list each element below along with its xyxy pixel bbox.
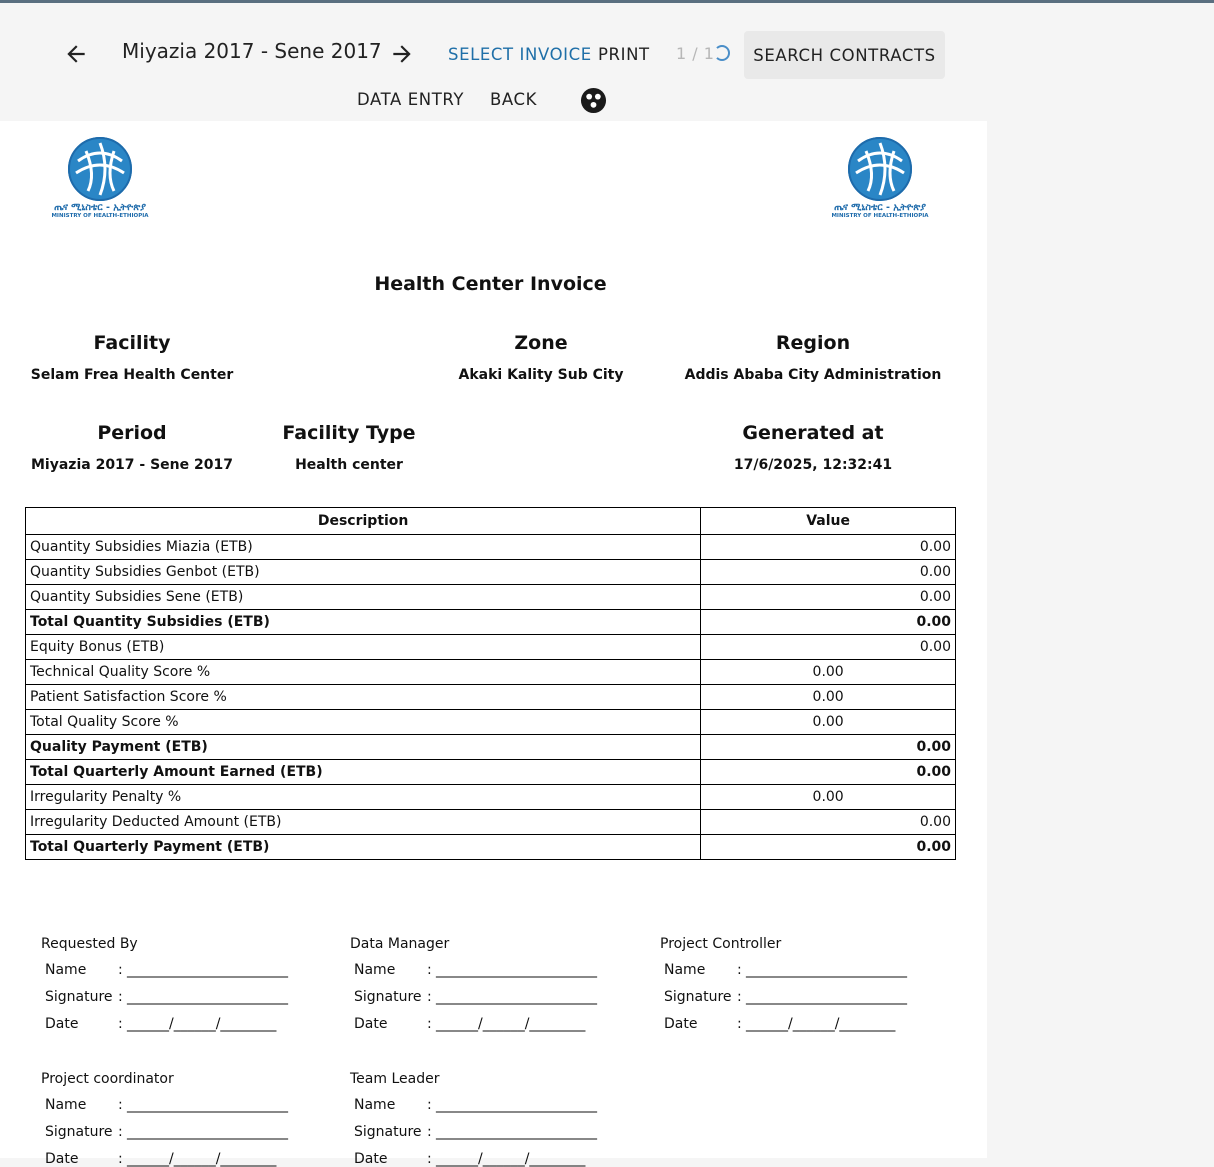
loading-spinner-icon	[714, 45, 730, 61]
row-value: 0.00	[701, 760, 956, 785]
signature-line	[45, 989, 288, 1005]
print-button[interactable]: PRINT	[598, 45, 650, 64]
arrow-left-icon	[63, 41, 89, 67]
table-row	[26, 710, 956, 735]
row-value: 0.00	[701, 685, 956, 710]
name-label: Name	[664, 962, 706, 978]
date-label: Date	[45, 1016, 79, 1032]
date-label: Date	[354, 1151, 388, 1167]
colon: :	[737, 989, 742, 1005]
logo-amharic-text: ጤና ሚኒስቴር - ኢትዮጵያ	[54, 202, 146, 213]
name-line	[664, 962, 907, 978]
signature-block-title: Requested By	[41, 936, 138, 952]
colon: :	[118, 1016, 123, 1032]
colon: :	[427, 1124, 432, 1140]
row-description: Total Quarterly Payment (ETB)	[26, 835, 701, 860]
logo-amharic-text: ጤና ሚኒስቴር - ኢትዮጵያ	[834, 202, 926, 213]
colon: :	[427, 1151, 432, 1167]
name-label: Name	[45, 962, 87, 978]
signature-block-title: Team Leader	[350, 1071, 440, 1087]
ministry-logo-right	[825, 135, 935, 220]
name-line	[45, 1097, 288, 1113]
zone-heading: Zone	[514, 332, 568, 354]
back-button[interactable]: BACK	[490, 90, 538, 109]
facility-type-value: Health center	[295, 457, 403, 473]
table-row	[26, 760, 956, 785]
date-blank: ______/______/________	[127, 1151, 277, 1167]
name-label: Name	[354, 962, 396, 978]
row-value: 0.00	[701, 635, 956, 660]
row-value: 0.00	[701, 785, 956, 810]
signature-label: Signature	[45, 1124, 113, 1140]
date-label: Date	[45, 1151, 79, 1167]
signature-line	[354, 989, 597, 1005]
colon: :	[427, 1097, 432, 1113]
signature-label: Signature	[354, 989, 422, 1005]
previous-period-button[interactable]	[56, 34, 96, 74]
colon: :	[427, 962, 432, 978]
table-row	[26, 660, 956, 685]
blank-line: _______________________	[436, 989, 597, 1005]
colon: :	[427, 989, 432, 1005]
row-description: Total Quantity Subsidies (ETB)	[26, 610, 701, 635]
region-value: Addis Ababa City Administration	[684, 367, 942, 383]
date-label: Date	[354, 1016, 388, 1032]
name-label: Name	[354, 1097, 396, 1113]
row-value: 0.00	[701, 660, 956, 685]
row-value: 0.00	[701, 585, 956, 610]
next-period-button[interactable]	[382, 34, 422, 74]
table-row	[26, 560, 956, 585]
generated-at-heading: Generated at	[742, 422, 884, 444]
value-column-header: Value	[701, 508, 956, 535]
colon: :	[118, 989, 123, 1005]
row-value: 0.00	[701, 560, 956, 585]
invoice-table	[25, 507, 956, 860]
colon: :	[427, 1016, 432, 1032]
blank-line: _______________________	[436, 962, 597, 978]
period-label: Miyazia 2017 - Sene 2017	[122, 39, 382, 63]
table-header-row	[26, 508, 956, 535]
colon: :	[737, 962, 742, 978]
description-column-header: Description	[26, 508, 701, 535]
name-line	[354, 962, 597, 978]
ministry-emblem-icon	[66, 135, 134, 203]
logo-english-text: MINISTRY OF HEALTH-ETHIOPIA	[51, 213, 149, 219]
region-heading: Region	[775, 332, 851, 354]
signature-block-title: Data Manager	[350, 936, 450, 952]
row-description: Patient Satisfaction Score %	[26, 685, 701, 710]
search-contracts-button[interactable]: SEARCH CONTRACTS	[744, 31, 945, 79]
table-row	[26, 835, 956, 860]
colon: :	[118, 962, 123, 978]
signature-line	[354, 1124, 597, 1140]
blank-line: _______________________	[746, 989, 907, 1005]
name-label: Name	[45, 1097, 87, 1113]
row-description: Quantity Subsidies Genbot (ETB)	[26, 560, 701, 585]
date-line	[45, 1151, 276, 1167]
data-entry-button[interactable]: DATA ENTRY	[357, 90, 465, 109]
row-description: Quality Payment (ETB)	[26, 735, 701, 760]
invoice-document	[0, 121, 987, 1167]
blank-line: _______________________	[127, 989, 288, 1005]
report-toolbar	[0, 3, 1214, 121]
facility-type-heading: Facility Type	[282, 422, 416, 444]
signature-block-title: Project coordinator	[41, 1071, 174, 1087]
table-row	[26, 535, 956, 560]
select-invoice-button[interactable]: SELECT INVOICE	[448, 45, 592, 64]
row-description: Quantity Subsidies Miazia (ETB)	[26, 535, 701, 560]
date-label: Date	[664, 1016, 698, 1032]
period-value: Miyazia 2017 - Sene 2017	[31, 457, 233, 473]
colon: :	[118, 1151, 123, 1167]
invoice-title: Health Center Invoice	[374, 273, 607, 295]
blank-line: _______________________	[436, 1124, 597, 1140]
facility-heading: Facility	[93, 332, 171, 354]
row-value: 0.00	[701, 735, 956, 760]
table-row	[26, 685, 956, 710]
row-value: 0.00	[701, 710, 956, 735]
row-value: 0.00	[701, 610, 956, 635]
period-heading: Period	[97, 422, 167, 444]
row-description: Irregularity Deducted Amount (ETB)	[26, 810, 701, 835]
blank-line: _______________________	[436, 1097, 597, 1113]
blank-line: _______________________	[746, 962, 907, 978]
blank-line: _______________________	[127, 1124, 288, 1140]
colon: :	[118, 1124, 123, 1140]
arrow-right-icon	[389, 41, 415, 67]
blank-line: _______________________	[127, 962, 288, 978]
facility-value: Selam Frea Health Center	[30, 367, 234, 383]
signature-label: Signature	[354, 1124, 422, 1140]
row-value: 0.00	[701, 535, 956, 560]
colon: :	[118, 1097, 123, 1113]
row-description: Irregularity Penalty %	[26, 785, 701, 810]
blank-line: _______________________	[127, 1097, 288, 1113]
date-line	[354, 1016, 585, 1032]
row-value: 0.00	[701, 810, 956, 835]
row-description: Total Quality Score %	[26, 710, 701, 735]
signature-line	[45, 1124, 288, 1140]
date-blank: ______/______/________	[436, 1151, 586, 1167]
row-description: Equity Bonus (ETB)	[26, 635, 701, 660]
date-blank: ______/______/________	[127, 1016, 277, 1032]
name-line	[354, 1097, 597, 1113]
date-line	[354, 1151, 585, 1167]
signature-label: Signature	[45, 989, 113, 1005]
date-blank: ______/______/________	[436, 1016, 586, 1032]
table-row	[26, 735, 956, 760]
generated-at-value: 17/6/2025, 12:32:41	[733, 457, 893, 473]
row-description: Quantity Subsidies Sene (ETB)	[26, 585, 701, 610]
date-blank: ______/______/________	[746, 1016, 896, 1032]
logo-english-text: MINISTRY OF HEALTH-ETHIOPIA	[831, 213, 929, 219]
colon: :	[737, 1016, 742, 1032]
date-line	[664, 1016, 895, 1032]
table-row	[26, 785, 956, 810]
table-row	[26, 810, 956, 835]
app-switcher-icon[interactable]	[580, 87, 607, 114]
signature-line	[664, 989, 907, 1005]
signature-block-title: Project Controller	[660, 936, 782, 952]
name-line	[45, 962, 288, 978]
ministry-emblem-icon	[846, 135, 914, 203]
zone-value: Akaki Kality Sub City	[458, 367, 624, 383]
date-line	[45, 1016, 276, 1032]
page-indicator: 1 / 1	[676, 44, 715, 63]
signature-label: Signature	[664, 989, 732, 1005]
table-row	[26, 585, 956, 610]
row-value: 0.00	[701, 835, 956, 860]
ministry-logo-left	[45, 135, 155, 220]
table-row	[26, 635, 956, 660]
row-description: Technical Quality Score %	[26, 660, 701, 685]
table-row	[26, 610, 956, 635]
row-description: Total Quarterly Amount Earned (ETB)	[26, 760, 701, 785]
